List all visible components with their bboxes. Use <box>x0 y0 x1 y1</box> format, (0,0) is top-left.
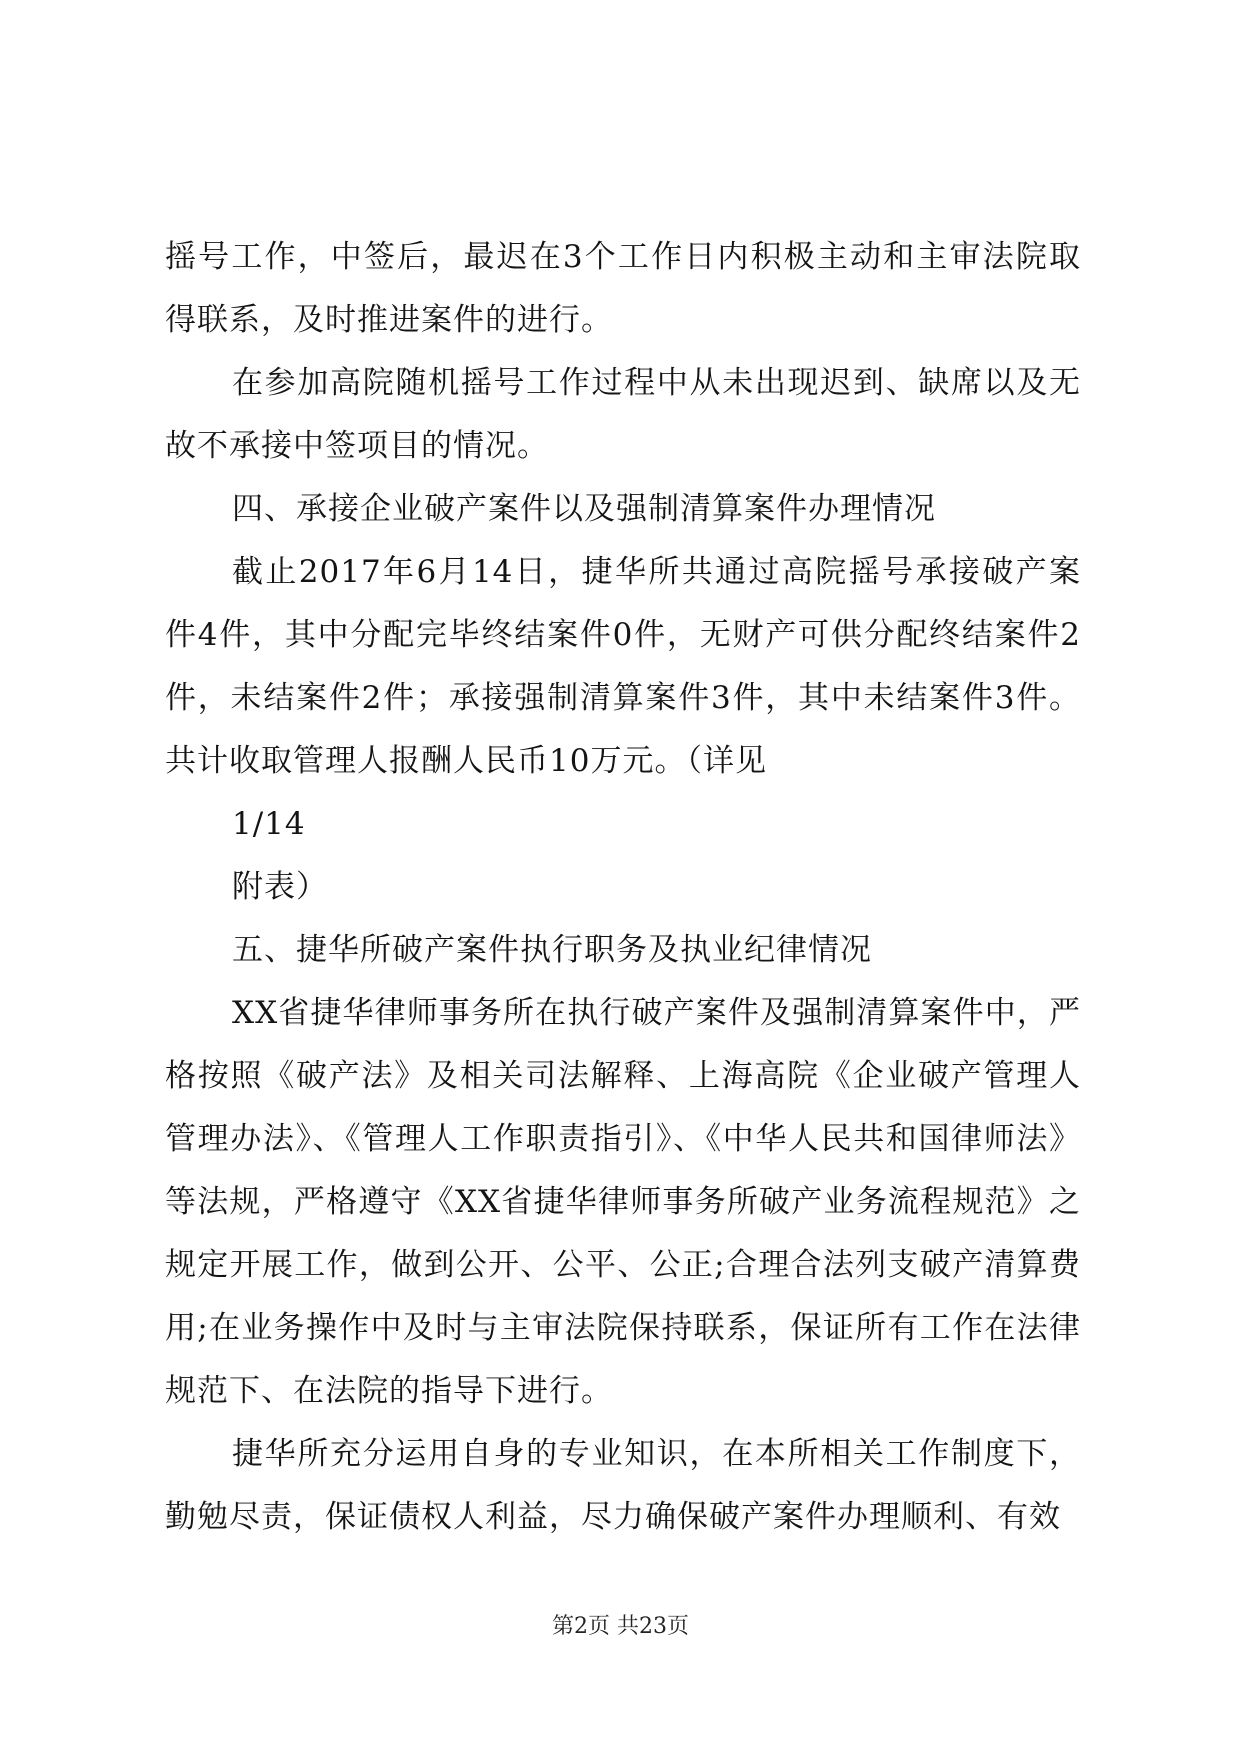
paragraph-appendix-ref: 附表） <box>232 869 328 905</box>
paragraph-lottery-attendance: 在参加高院随机摇号工作过程中从未出现迟到、缺席以及无故不承接中签项目的情况。 <box>165 365 1081 464</box>
paragraph-discipline: XX省捷华律师事务所在执行破产案件及强制清算案件中，严格按照《破产法》及相关司法解释、上海高院《企业破产管理人管理办法》、《管理人工作职责指引》、《中华人民共和国律师法》等法规，严格遵守《XX省捷华律师事务所破产业务流程规范》之规定开展工作，做到公开、公平、公正;合理合法列支破产清算费用;在业务操作中及时与主审法院保持联系，保证所有工作在法律规范下、在法院的指导下进行。 <box>165 995 1081 1409</box>
paragraph-diligence: 捷华所充分运用自身的专业知识，在本所相关工作制度下，勤勉尽责，保证债权人利益，尽力确保破产案件办理顺利、有效 <box>165 1436 1081 1535</box>
paragraph-continuation: 摇号工作，中签后，最迟在3个工作日内积极主动和主审法院取得联系，及时推进案件的进行。 <box>165 239 1081 338</box>
document-body <box>165 226 1081 1549</box>
inline-page-marker: 1/14 <box>232 806 306 842</box>
page-footer: 第2页 共23页 <box>552 1614 689 1639</box>
section-heading-4: 四、承接企业破产案件以及强制清算案件办理情况 <box>232 491 936 527</box>
paragraph-case-statistics: 截止2017年6月14日，捷华所共通过高院摇号承接破产案件4件，其中分配完毕终结案件0件，无财产可供分配终结案件2件，未结案件2件；承接强制清算案件3件，其中未结案件3件。共计收取管理人报酬人民币10万元。（详见 <box>165 554 1081 779</box>
section-heading-5: 五、捷华所破产案件执行职务及执业纪律情况 <box>232 932 872 968</box>
